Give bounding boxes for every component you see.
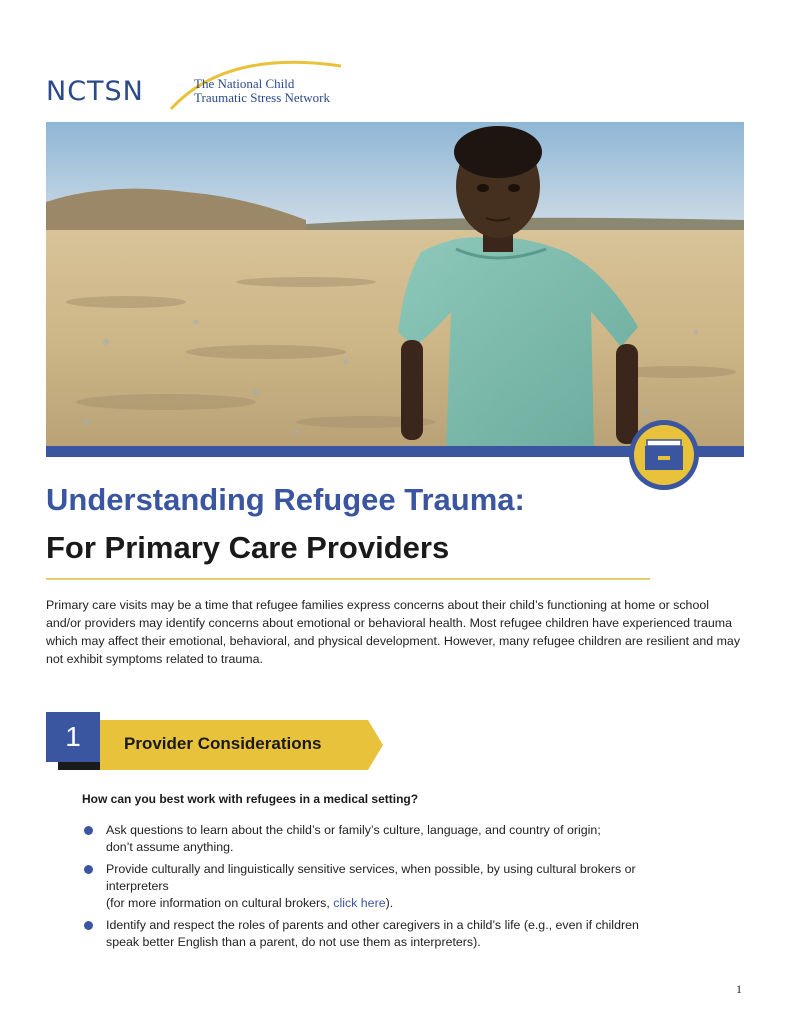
bullet-text: ). — [385, 896, 394, 910]
list-item — [82, 917, 692, 951]
bullet-dot-icon — [84, 865, 93, 874]
bullet-text: (for more information on cultural brokers, — [106, 896, 334, 910]
logo-name-line1: The National Child — [194, 76, 295, 91]
hero-photo — [46, 122, 744, 448]
section-banner — [46, 712, 386, 774]
list-item — [82, 822, 692, 856]
bullet-line: Identify and respect the roles of parents and other caregivers in a child’s life (e.g., even if children — [106, 918, 639, 932]
list-item — [82, 861, 692, 912]
logo-name-line2: Traumatic Stress Network — [194, 90, 331, 105]
bullet-line: Ask questions to learn about the child’s or family’s culture, language, and country of origin; — [106, 823, 601, 837]
bullet-dot-icon — [84, 826, 93, 835]
page-title-line2: For Primary Care Providers — [46, 530, 450, 565]
bullet-dot-icon — [84, 921, 93, 930]
cultural-brokers-link[interactable]: click here — [333, 896, 386, 910]
hero-illustration — [46, 122, 744, 448]
bullet-line: don’t assume anything. — [106, 840, 234, 854]
page-title-line1: Understanding Refugee Trauma: — [46, 482, 525, 517]
intro-paragraph: Primary care visits may be a time that refugee families express concerns about their child’s functioning at home or school and/or providers may identify concerns about emotional or behavioral health. Most refugee children have experienced trauma which may affect their emotional, behavioral, and physical development. However, many refugee children are resilient and may not exhibit symptoms related to trauma. — [46, 598, 741, 666]
bullet-line: Provide culturally and linguistically sensitive services, when possible, by using cultural brokers or — [106, 862, 636, 876]
section-question: How can you best work with refugees in a medical setting? — [82, 792, 419, 806]
nctsn-logo — [46, 62, 366, 112]
logo-acronym: NCTSN — [46, 76, 144, 107]
page-number: 1 — [736, 982, 742, 996]
bullet-line — [106, 895, 692, 912]
bullet-line: interpreters — [106, 879, 169, 893]
file-box-icon — [627, 418, 701, 492]
considerations-list — [82, 822, 692, 956]
section-title: Provider Considerations — [124, 734, 322, 753]
section-number: 1 — [46, 712, 100, 762]
title-divider — [46, 578, 650, 580]
bullet-line: speak better English than a parent, do not use them as interpreters). — [106, 935, 481, 949]
logo-fullname — [194, 77, 330, 105]
